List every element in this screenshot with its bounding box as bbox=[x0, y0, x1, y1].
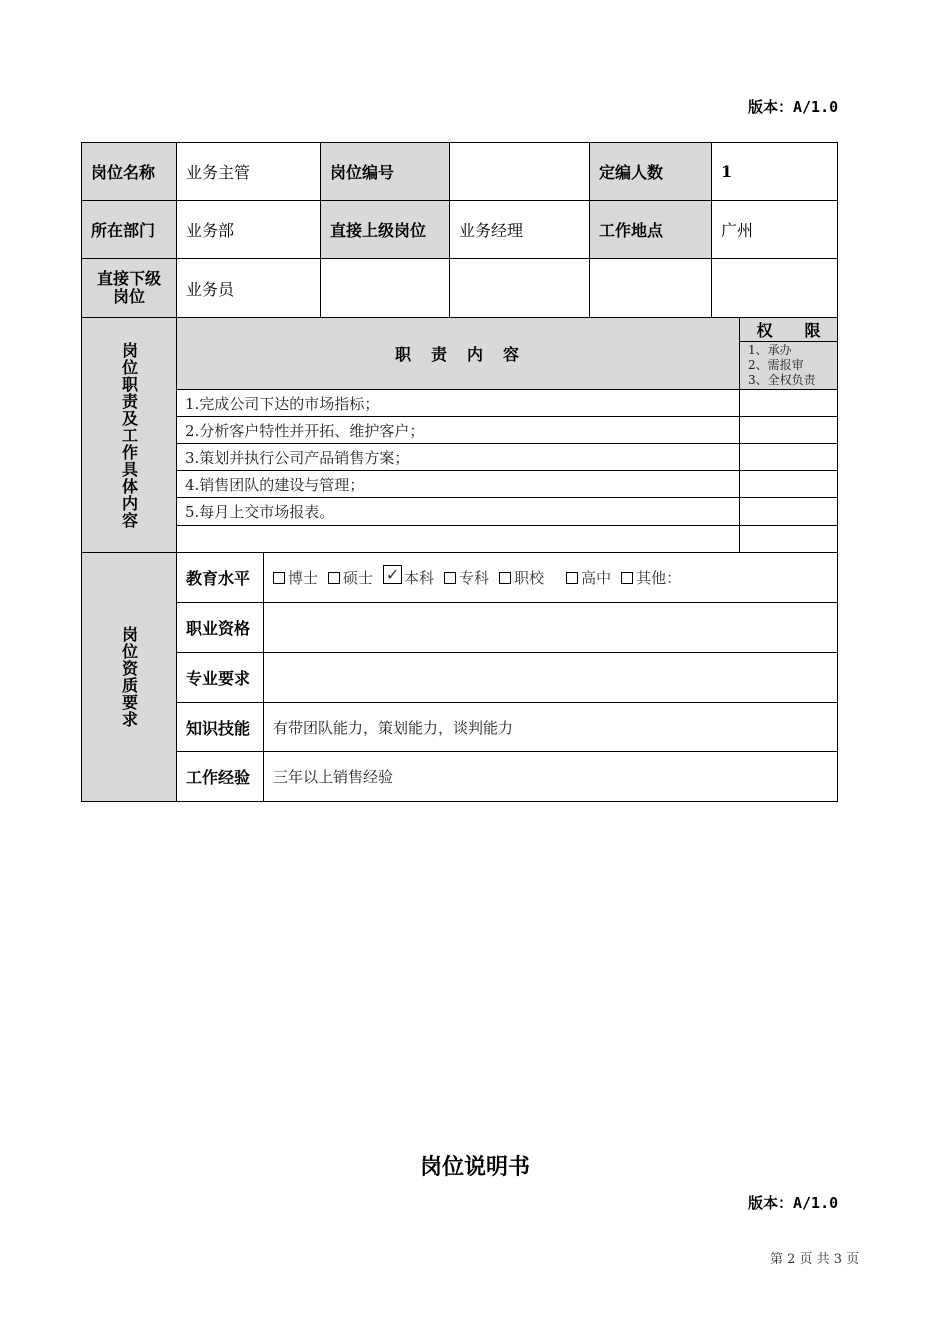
education-option[interactable]: 其他： bbox=[621, 567, 681, 588]
authority-header: 权 限 bbox=[739, 317, 838, 342]
duty-authority-cell bbox=[739, 497, 838, 526]
direct-subordinate-label: 直接下级岗位 bbox=[81, 258, 177, 318]
duty-item bbox=[176, 525, 740, 553]
empty-cell bbox=[320, 258, 450, 318]
education-option[interactable]: 博士 bbox=[273, 567, 318, 588]
work-location-value: 广州 bbox=[711, 200, 838, 259]
checkbox-icon bbox=[566, 572, 578, 584]
duty-item: 3.策划并执行公司产品销售方案； bbox=[176, 443, 740, 471]
checkbox-icon bbox=[328, 572, 340, 584]
department-value: 业务部 bbox=[176, 200, 321, 259]
education-option[interactable]: 职校 bbox=[499, 567, 544, 588]
checkbox-icon bbox=[444, 572, 456, 584]
position-name-label: 岗位名称 bbox=[81, 142, 177, 201]
empty-cell bbox=[589, 258, 712, 318]
work-location-label: 工作地点 bbox=[589, 200, 712, 259]
page-number: 第 2 页 共 3 页 bbox=[770, 1252, 860, 1267]
checkbox-icon bbox=[273, 572, 285, 584]
empty-cell bbox=[711, 258, 838, 318]
education-option[interactable]: 高中 bbox=[566, 567, 611, 588]
certificate-label: 职业资格 bbox=[176, 602, 264, 653]
major-label: 专业要求 bbox=[176, 652, 264, 703]
checked-checkbox-icon: ✓ bbox=[383, 565, 402, 584]
skills-label: 知识技能 bbox=[176, 702, 264, 752]
duty-authority-cell bbox=[739, 525, 838, 553]
duty-authority-cell bbox=[739, 416, 838, 444]
duty-authority-cell bbox=[739, 389, 838, 417]
qualifications-side-label-cell bbox=[81, 552, 177, 802]
experience-value: 三年以上销售经验 bbox=[263, 751, 838, 802]
duty-authority-cell bbox=[739, 443, 838, 471]
education-option[interactable]: 硕士 bbox=[328, 567, 373, 588]
duty-item: 1.完成公司下达的市场指标； bbox=[176, 389, 740, 417]
education-label: 教育水平 bbox=[176, 552, 264, 603]
duty-authority-cell bbox=[739, 470, 838, 498]
authority-legend-item: 2、需报审 bbox=[748, 358, 804, 372]
education-option[interactable]: 专科 bbox=[444, 567, 489, 588]
duty-item: 4.销售团队的建设与管理； bbox=[176, 470, 740, 498]
empty-cell bbox=[449, 258, 590, 318]
department-label: 所在部门 bbox=[81, 200, 177, 259]
duties-header: 职 责 内 容 bbox=[176, 317, 740, 390]
direct-superior-label: 直接上级岗位 bbox=[320, 200, 450, 259]
headcount-value: 1 bbox=[711, 142, 838, 201]
version-label: 版本：A/1.0 bbox=[748, 1194, 839, 1212]
education-option-selected[interactable]: ✓ 本科 bbox=[383, 567, 434, 588]
authority-legend bbox=[739, 341, 838, 390]
version-label: 版本：A/1.0 bbox=[748, 98, 839, 116]
education-options bbox=[263, 552, 838, 603]
checkbox-icon bbox=[621, 572, 633, 584]
skills-value: 有带团队能力，策划能力，谈判能力 bbox=[263, 702, 838, 752]
qualifications-side-label: 岗位资质要求 bbox=[119, 626, 139, 728]
checkbox-icon bbox=[499, 572, 511, 584]
experience-label: 工作经验 bbox=[176, 751, 264, 802]
duties-side-label: 岗位职责及工作具体内容 bbox=[119, 341, 139, 529]
direct-subordinate-value: 业务员 bbox=[176, 258, 321, 318]
major-value bbox=[263, 652, 838, 703]
duty-item: 2.分析客户特性并开拓、维护客户； bbox=[176, 416, 740, 444]
authority-legend-item: 1、承办 bbox=[748, 343, 792, 357]
duty-item: 5.每月上交市场报表。 bbox=[176, 497, 740, 526]
position-code-value bbox=[449, 142, 590, 201]
authority-legend-item: 3、全权负责 bbox=[748, 373, 816, 387]
headcount-label: 定编人数 bbox=[589, 142, 712, 201]
document-title: 岗位说明书 bbox=[419, 1155, 530, 1180]
direct-superior-value: 业务经理 bbox=[449, 200, 590, 259]
position-name-value: 业务主管 bbox=[176, 142, 321, 201]
position-code-label: 岗位编号 bbox=[320, 142, 450, 201]
duties-side-label-cell bbox=[81, 317, 177, 553]
certificate-value bbox=[263, 602, 838, 653]
